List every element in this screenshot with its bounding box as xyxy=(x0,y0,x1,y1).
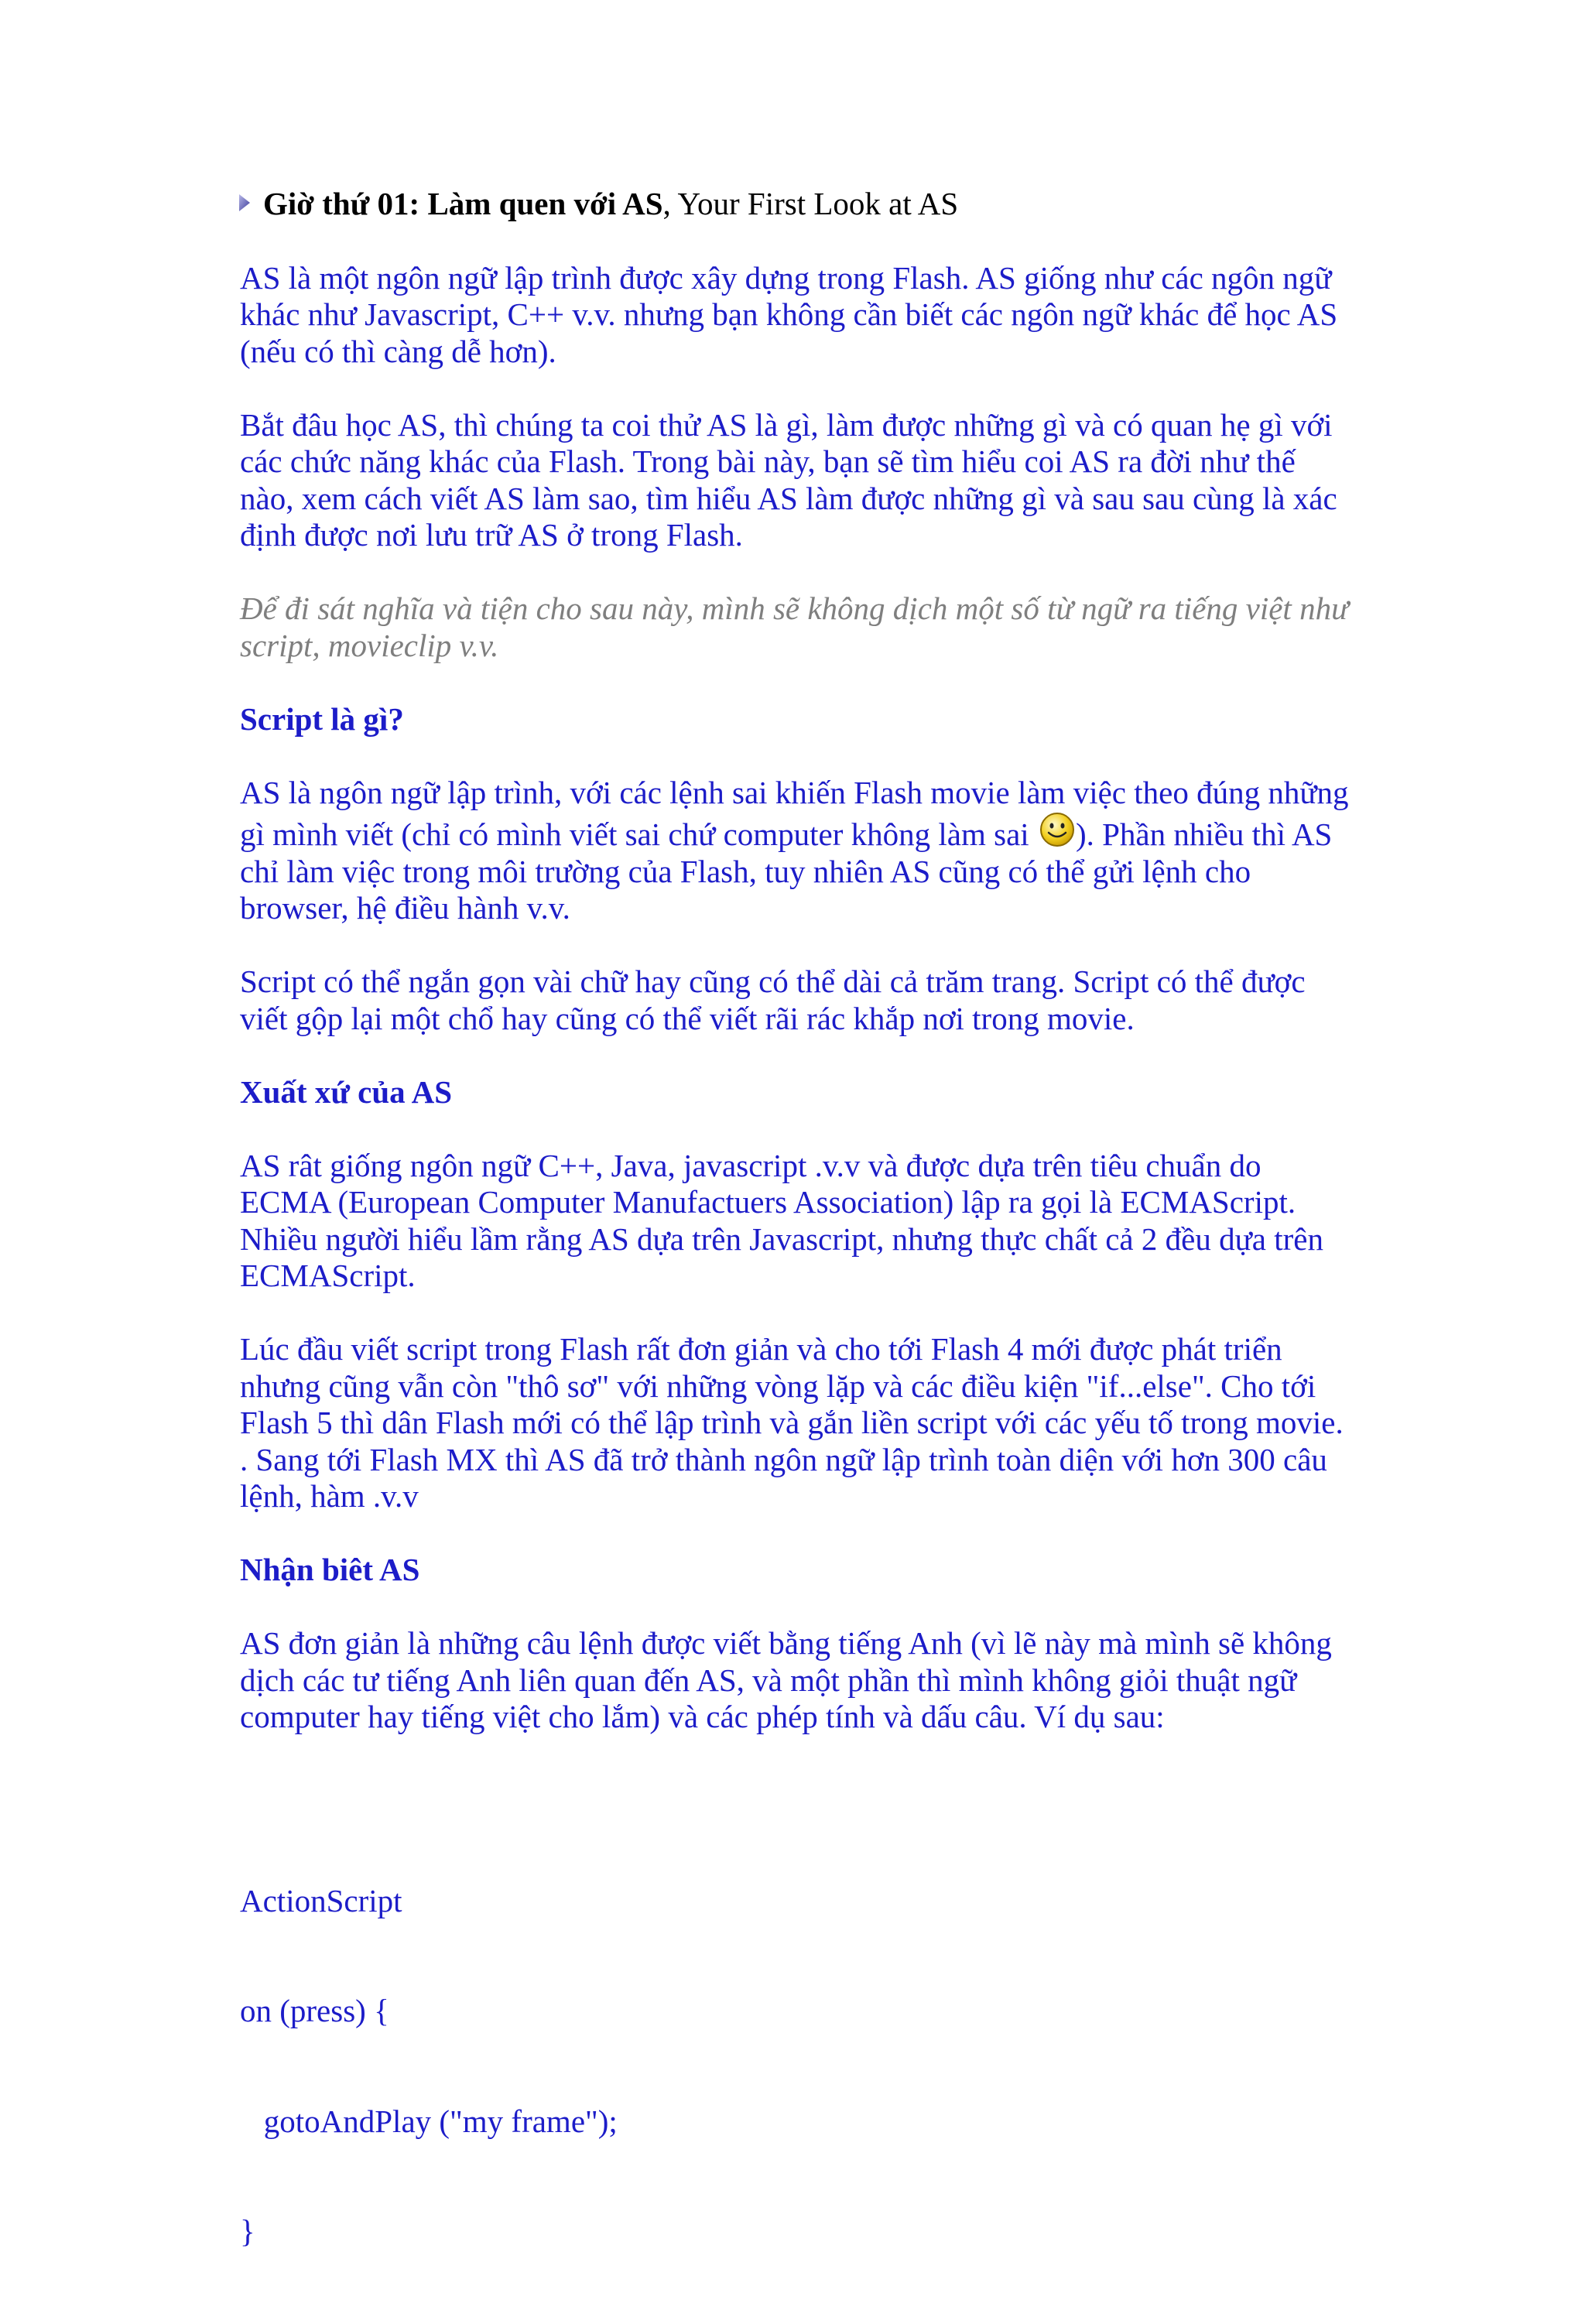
heading-script: Script là gì? xyxy=(240,700,404,737)
origin-paragraph-1: AS rât giống ngôn ngữ C++, Java, javascript .v.v và được dựa trên tiêu chuẩn do ECMA (European Computer Manufactuers Association) lập ra gọi là ECMAScript. Nhiều người hiểu lầm rằng AS dựa trên Javascript, nhưng thực chất cả 2 đều dựa trên ECMAScript. xyxy=(240,1147,1323,1293)
script-paragraph-1-end: ). Phần nhiều thì AS chỉ làm việc trong môi trường của Flash, tuy nhiên AS cũng có thể gửi lệnh cho browser, hệ điều hành v.v. xyxy=(240,816,1333,926)
smiley-icon xyxy=(1039,811,1076,848)
lesson-title xyxy=(238,186,1354,223)
code-line-1: ActionScript xyxy=(240,1882,402,1918)
lesson-title-bold: Giờ thứ 01: Làm quen với AS xyxy=(263,186,663,221)
triangle-arrow-icon xyxy=(238,193,251,212)
recognize-paragraph-1: AS đơn giản là những câu lệnh được viết bằng tiếng Anh (vì lẽ này mà mình sẽ không dịch các tư tiếng Anh liên quan đến AS, và một phần thì mình không giỏi thuật ngữ computer hay tiếng việt cho lắm) và các phép tính và dấu câu. Ví dụ sau: xyxy=(240,1625,1332,1734)
code-line-4: } xyxy=(240,2213,255,2249)
lesson-title-normal: , Your First Look at AS xyxy=(662,186,959,221)
translator-note: Để đi sát nghĩa và tiện cho sau này, mình sẽ không dịch một số từ ngữ ra tiếng việt như script, movieclip v.v. xyxy=(240,590,1349,663)
code-line-3: gotoAndPlay ("my frame"); xyxy=(240,2103,618,2139)
intro-paragraph-1: AS là một ngôn ngữ lập trình được xây dựng trong Flash. AS giống như các ngôn ngữ khác như Javascript, C++ v.v. nhưng bạn không cần biết các ngôn ngữ khác để học AS (nếu có thì càng dễ hơn). xyxy=(240,259,1338,369)
script-paragraph-1-start: AS là ngôn ngữ lập trình, với các lệnh sai khiến Flash movie làm việc theo đúng những gì mình viết (chỉ có mình viết sai chứ computer không làm sai xyxy=(240,774,1349,852)
heading-recognize: Nhận biêt AS xyxy=(240,1552,420,1587)
script-paragraph-1 xyxy=(240,775,1354,927)
code-line-2: on (press) { xyxy=(240,1993,389,2028)
code-example xyxy=(240,1809,1354,2324)
heading-origin: Xuất xứ của AS xyxy=(240,1073,453,1110)
origin-paragraph-2: Lúc đầu viết script trong Flash rất đơn giản và cho tới Flash 4 mới được phát triển nhưng cũng vẫn còn "thô sơ" với những vòng lặp và các điều kiện "if...else". Cho tới Flash 5 thì dân Flash mới có thể lập trình và gắn liền script với các yếu tố trong movie. . Sang tới Flash MX thì AS đã trở thành ngôn ngữ lập trình toàn diện với hơn 300 câu lệnh, hàm .v.v xyxy=(240,1331,1344,1514)
script-paragraph-2: Script có thể ngắn gọn vài chữ hay cũng có thể dài cả trăm trang. Script có thể được viết gộp lại một chổ hay cũng có thể viết rãi rác khắp nơi trong movie. xyxy=(240,963,1306,1036)
intro-paragraph-2: Bắt đâu học AS, thì chúng ta coi thử AS là gì, làm được những gì và có quan hẹ gì với các chức năng khác của Flash. Trong bài này, bạn sẽ tìm hiểu coi AS ra đời như thế nào, xem cách viết AS làm sao, tìm hiểu AS làm được những gì và sau sau cùng là xác định được nơi lưu trữ AS ở trong Flash. xyxy=(240,406,1337,553)
document-page xyxy=(240,186,1354,2324)
